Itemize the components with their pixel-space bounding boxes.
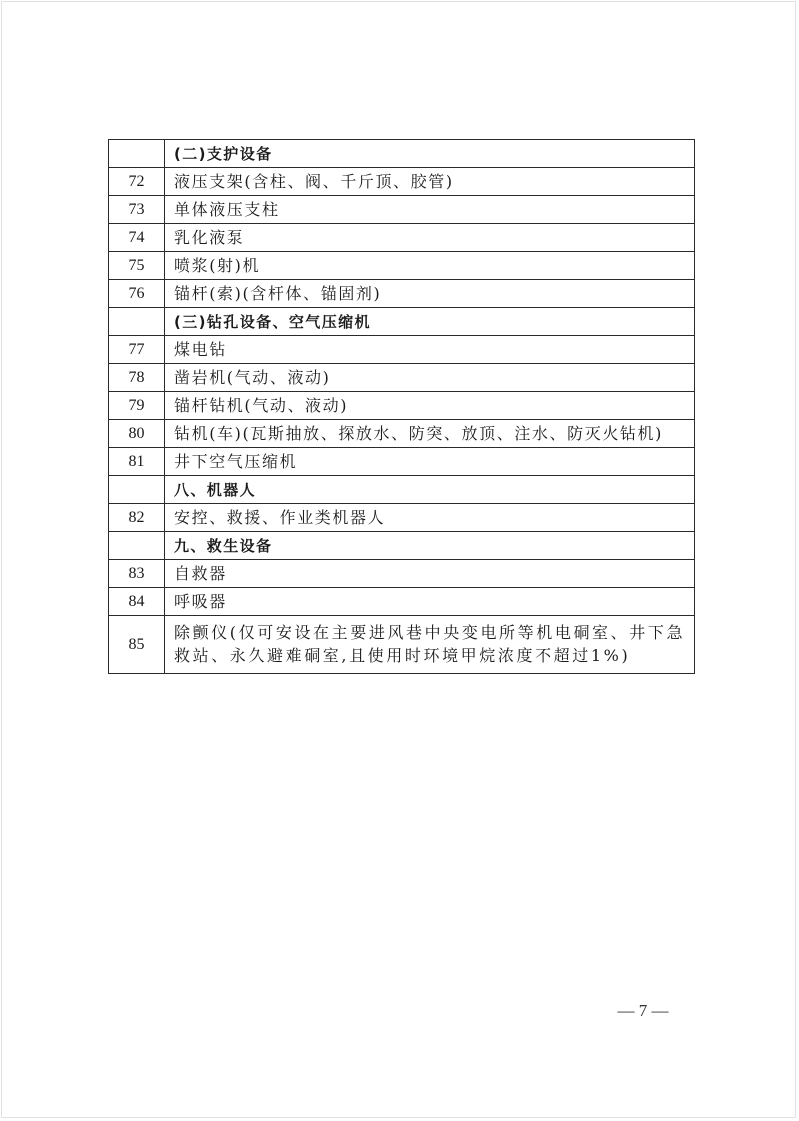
equipment-name: 钻机(车)(瓦斯抽放、探放水、防突、放顶、注水、防灭火钻机) [165, 420, 695, 448]
row-number [109, 140, 165, 168]
table-row [109, 588, 695, 616]
section-heading-row [109, 140, 695, 168]
equipment-name: 凿岩机(气动、液动) [165, 364, 695, 392]
equipment-name: 锚杆钻机(气动、液动) [165, 392, 695, 420]
equipment-name: 呼吸器 [165, 588, 695, 616]
equipment-table-body [109, 140, 695, 674]
row-number: 81 [109, 448, 165, 476]
row-number: 82 [109, 504, 165, 532]
row-number: 83 [109, 560, 165, 588]
equipment-name: 安控、救援、作业类机器人 [165, 504, 695, 532]
row-number: 76 [109, 280, 165, 308]
page-number: — 7 — [617, 1001, 669, 1020]
equipment-name: 煤电钻 [165, 336, 695, 364]
equipment-name: 井下空气压缩机 [165, 448, 695, 476]
row-number: 77 [109, 336, 165, 364]
equipment-name: 锚杆(索)(含杆体、锚固剂) [165, 280, 695, 308]
table-row [109, 224, 695, 252]
row-number: 79 [109, 392, 165, 420]
row-number: 80 [109, 420, 165, 448]
table-row [109, 252, 695, 280]
row-number [109, 476, 165, 504]
table-row [109, 336, 695, 364]
section-heading: 九、救生设备 [165, 532, 695, 560]
row-number [109, 308, 165, 336]
table-row [109, 364, 695, 392]
equipment-name: 乳化液泵 [165, 224, 695, 252]
row-number: 72 [109, 168, 165, 196]
section-heading: (二)支护设备 [165, 140, 695, 168]
table-row [109, 196, 695, 224]
table-row [109, 168, 695, 196]
table-row [109, 280, 695, 308]
row-number: 73 [109, 196, 165, 224]
section-heading-row [109, 532, 695, 560]
equipment-table [108, 139, 695, 674]
section-heading-row [109, 308, 695, 336]
section-heading: 八、机器人 [165, 476, 695, 504]
table-row [109, 420, 695, 448]
section-heading-row [109, 476, 695, 504]
row-number [109, 532, 165, 560]
equipment-name: 喷浆(射)机 [165, 252, 695, 280]
table-row [109, 616, 695, 674]
equipment-name: 液压支架(含柱、阀、千斤顶、胶管) [165, 168, 695, 196]
table-row [109, 448, 695, 476]
table-row [109, 504, 695, 532]
row-number: 74 [109, 224, 165, 252]
section-heading: (三)钻孔设备、空气压缩机 [165, 308, 695, 336]
equipment-name: 除颤仪(仅可安设在主要进风巷中央变电所等机电硐室、井下急救站、永久避难硐室,且使用时环境甲烷浓度不超过1%) [165, 616, 695, 674]
equipment-name: 单体液压支柱 [165, 196, 695, 224]
row-number: 85 [109, 616, 165, 674]
row-number: 78 [109, 364, 165, 392]
row-number: 84 [109, 588, 165, 616]
row-number: 75 [109, 252, 165, 280]
table-row [109, 392, 695, 420]
equipment-name: 自救器 [165, 560, 695, 588]
table-row [109, 560, 695, 588]
